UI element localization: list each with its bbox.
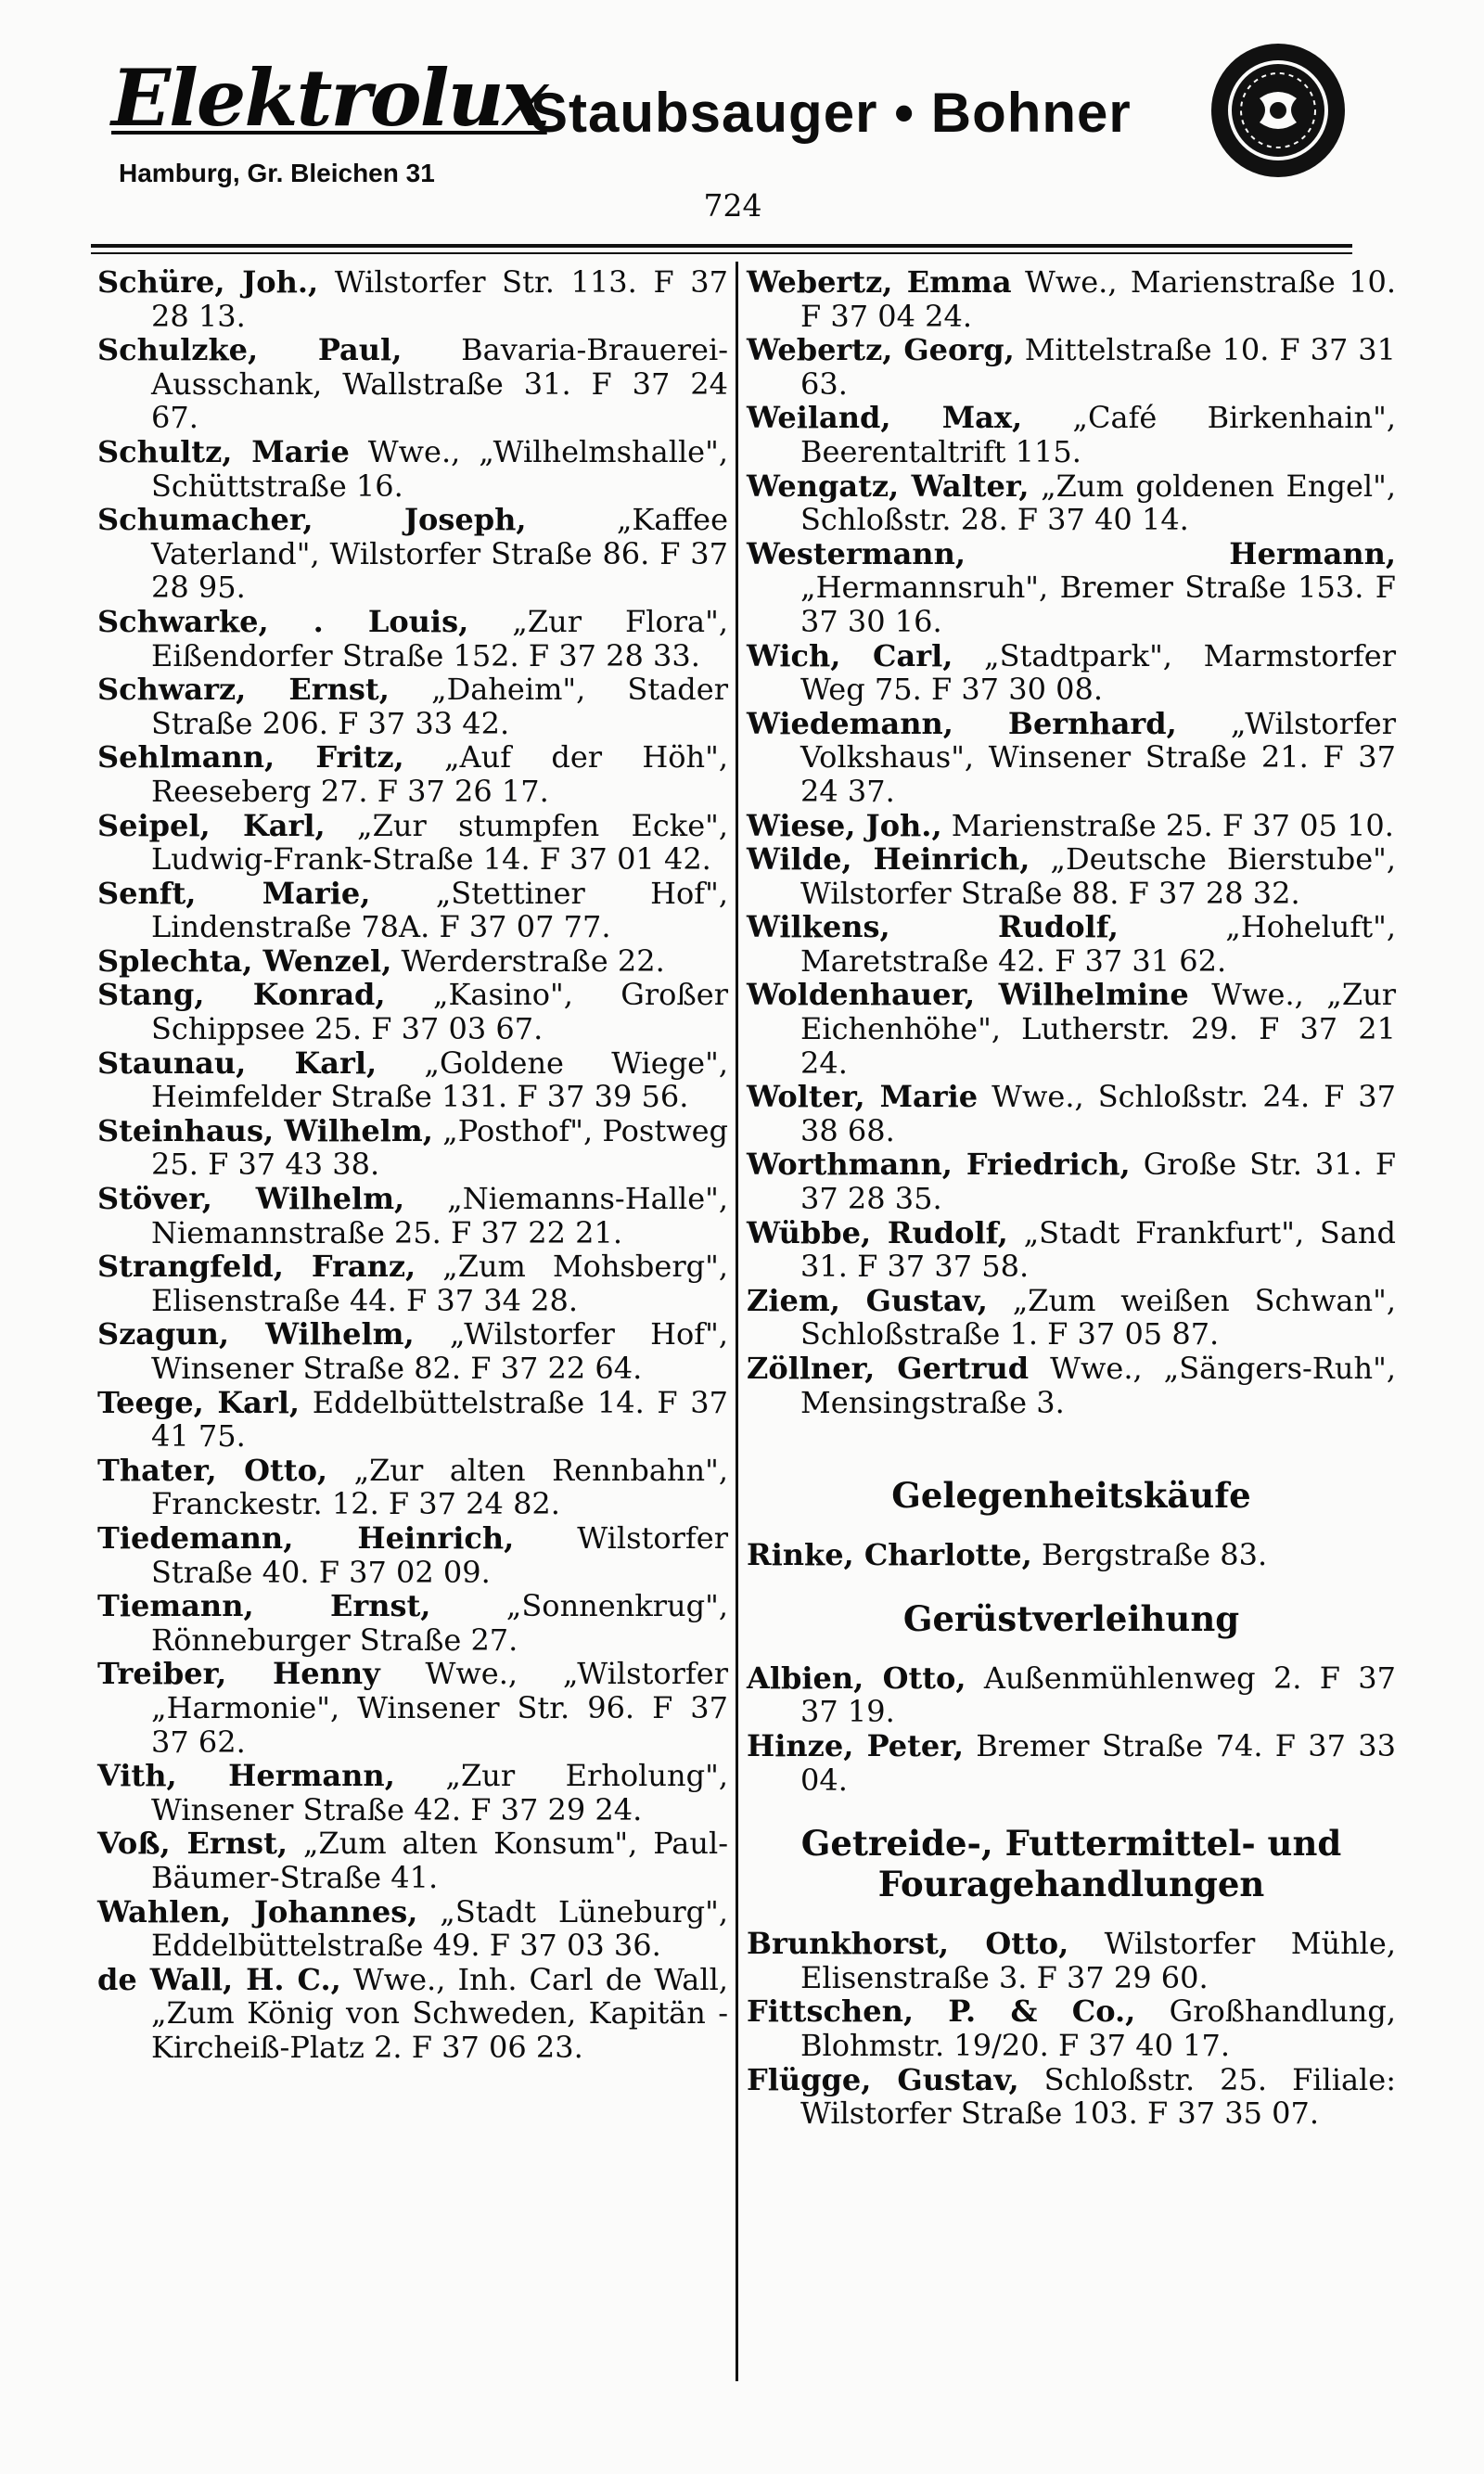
entry-name: Schultz, Marie <box>97 433 350 469</box>
entry-name: Flügge, Gustav, <box>747 2061 1019 2097</box>
directory-entry <box>97 333 728 435</box>
entry-details: Bavaria-Brauerei-Ausschank, Wallstraße 31. F 37 24 67. <box>151 332 729 436</box>
entry-details: „Stettiner Hof", Lindenstraße 78A. F 37 07 77. <box>151 875 728 945</box>
right-column <box>747 265 1396 2131</box>
entry-details: „Kaffee Vaterland", Wilstorfer Straße 86. F 37 28 95. <box>151 502 728 606</box>
entry-name: Wolter, Marie <box>747 1079 979 1115</box>
directory-entry <box>747 1147 1396 1215</box>
entry-details: Wwe., Inh. Carl de Wall, „Zum König von Schweden, Kapitän - Kircheiß-Platz 2. F 37 06 23. <box>151 1961 729 2065</box>
entry-name: Senft, Marie, <box>97 875 371 911</box>
entry-details: „Niemanns-Halle", Niemannstraße 25. F 37 22 21. <box>151 1181 729 1250</box>
header-rule-thin <box>91 252 1352 254</box>
directory-entry <box>97 1657 728 1759</box>
entry-name: Treiber, Henny <box>97 1656 380 1692</box>
entry-name: Rinke, Charlotte, <box>747 1537 1032 1573</box>
directory-entry <box>97 673 728 740</box>
entry-details: „Zum weißen Schwan", Schloßstraße 1. F 37 05 87. <box>800 1282 1397 1352</box>
entry-name: Tiemann, Ernst, <box>97 1588 431 1624</box>
directory-entry <box>747 265 1396 333</box>
entry-details: „Posthof", Postweg 25. F 37 43 38. <box>151 1112 729 1183</box>
directory-entry <box>747 537 1396 639</box>
entry-name: Schulzke, Paul, <box>97 332 403 368</box>
directory-entry <box>747 842 1396 910</box>
column-divider <box>736 262 738 2381</box>
entry-name: Schwarz, Ernst, <box>97 672 390 708</box>
entry-name: Teege, Karl, <box>97 1384 301 1420</box>
entry-details: Wwe., „Wilhelmshalle", Schüttstraße 16. <box>151 433 729 504</box>
entry-details: „Daheim", Stader Straße 206. F 37 33 42. <box>151 672 729 741</box>
entry-name: Stang, Konrad, <box>97 977 386 1013</box>
entry-details: „Wilstorfer Volkshaus", Winsener Straße 21. F 37 24 37. <box>800 705 1397 809</box>
entry-details: Außenmühlenweg 2. F 37 37 19. <box>800 1660 1397 1730</box>
entry-details: Wwe., Schloßstr. 24. F 37 38 68. <box>800 1079 1397 1148</box>
directory-entry <box>747 1729 1396 1797</box>
entry-details: Bremer Straße 74. F 37 33 04. <box>800 1727 1397 1798</box>
entry-details: Eddelbüttelstraße 14. F 37 41 75. <box>151 1384 729 1455</box>
entry-details: „Zur Flora", Eißendorfer Straße 152. F 37 28 33. <box>151 603 729 673</box>
entry-name: Splechta, Wenzel, <box>97 942 392 979</box>
header-rule <box>91 244 1352 248</box>
entry-details: Wwe., „Zur Eichenhöhe", Lutherstr. 29. F 37 21 24. <box>800 977 1397 1081</box>
entry-name: Staunau, Karl, <box>97 1045 377 1081</box>
directory-entry <box>97 1521 728 1589</box>
entry-details: Wilstorfer Str. 113. F 37 28 13. <box>151 264 729 334</box>
entry-name: Stöver, Wilhelm, <box>97 1181 405 1217</box>
directory-entry <box>97 435 728 503</box>
entry-details: Mittelstraße 10. F 37 31 63. <box>800 332 1397 402</box>
entry-name: Wich, Carl, <box>747 637 953 673</box>
entry-details: Große Str. 31. F 37 28 35. <box>800 1147 1397 1217</box>
entry-name: Seipel, Karl, <box>97 807 326 843</box>
section-heading: Gelegenheitskäufe <box>891 1475 1251 1517</box>
brand-logo <box>111 52 547 153</box>
directory-entry <box>747 910 1396 978</box>
directory-entry <box>97 1317 728 1385</box>
entry-name: Albien, Otto, <box>747 1660 966 1696</box>
entry-name: Webertz, Georg, <box>747 332 1015 368</box>
entry-details: Wilstorfer Straße 40. F 37 02 09. <box>151 1519 728 1590</box>
directory-entry <box>97 605 728 673</box>
entry-name: Zöllner, Gertrud <box>747 1351 1030 1386</box>
entry-details: „Zum alten Konsum", Paul-Bäumer-Straße 41. <box>151 1826 729 1895</box>
entry-name: Ziem, Gustav, <box>747 1282 988 1318</box>
directory-entry <box>747 1284 1396 1352</box>
entry-details: „Deutsche Bierstube", Wilstorfer Straße 88. F 37 28 32. <box>800 841 1397 911</box>
directory-entry <box>97 1759 728 1827</box>
entry-name: Weiland, Max, <box>747 400 1023 436</box>
entry-name: Steinhaus, Wilhelm, <box>97 1112 433 1148</box>
directory-entry <box>97 1046 728 1114</box>
section-heading: Gerüstverleihung <box>902 1597 1240 1639</box>
entry-details: „Stadt Lüneburg", Eddelbüttelstraße 49. F 37 03 36. <box>151 1893 729 1964</box>
entry-details: „Hoheluft", Maretstraße 42. F 37 31 62. <box>800 909 1396 979</box>
directory-entry <box>747 1080 1396 1147</box>
entry-name: Worthmann, Friedrich, <box>747 1147 1131 1183</box>
entry-details: „Zum Mohsberg", Elisenstraße 44. F 37 34 28. <box>151 1249 728 1318</box>
directory-entry <box>97 1250 728 1317</box>
entry-details: „Sonnenkrug", Rönneburger Straße 27. <box>151 1588 728 1658</box>
brand-address: Hamburg, Gr. Bleichen 31 <box>119 159 435 187</box>
entry-name: Szagun, Wilhelm, <box>97 1316 415 1352</box>
entry-details: Großhandlung, Blohmstr. 19/20. F 37 40 17. <box>800 1993 1397 2063</box>
entry-name: Wilkens, Rudolf, <box>747 909 1119 945</box>
entry-details: „Zur stumpfen Ecke", Ludwig-Frank-Straße 14. F 37 01 42. <box>151 807 729 878</box>
entry-name: Hinze, Peter, <box>747 1727 964 1763</box>
entry-details: Wwe., „Wilstorfer „Harmonie", Winsener Str. 96. F 37 37 62. <box>151 1656 729 1760</box>
directory-entry <box>97 1895 728 1963</box>
entry-details: „Stadt Frankfurt", Sand 31. F 37 37 58. <box>800 1214 1397 1285</box>
entry-details: Wwe., Marienstraße 10. F 37 04 24. <box>800 264 1397 334</box>
directory-entry <box>747 978 1396 1080</box>
directory-entry <box>747 1352 1396 1419</box>
entry-name: Wiedemann, Bernhard, <box>747 705 1177 741</box>
directory-entry <box>747 1538 1396 1572</box>
directory-entry <box>747 1927 1396 1994</box>
left-column <box>97 265 728 2064</box>
entry-details: „Goldene Wiege", Heimfelder Straße 131. F 37 39 56. <box>151 1045 728 1115</box>
entry-name: de Wall, H. C., <box>97 1961 341 1997</box>
entry-details: „Auf der Höh", Reeseberg 27. F 37 26 17. <box>151 739 729 809</box>
entry-name: Schumacher, Joseph, <box>97 502 527 538</box>
entry-details: Schloßstr. 25. Filiale: Wilstorfer Straße 103. F 37 35 07. <box>800 2061 1396 2132</box>
entry-name: Thater, Otto, <box>97 1452 328 1488</box>
entry-name: Brunkhorst, Otto, <box>747 1926 1069 1962</box>
entry-name: Wilde, Heinrich, <box>747 841 1030 878</box>
directory-entry <box>97 1182 728 1250</box>
directory-entry <box>747 2063 1396 2131</box>
entry-name: Vith, Hermann, <box>97 1758 395 1794</box>
entry-details: Wilstorfer Mühle, Elisenstraße 3. F 37 29 60. <box>800 1926 1397 1995</box>
entry-name: Sehlmann, Fritz, <box>97 739 404 776</box>
directory-entry <box>747 1994 1396 2062</box>
entry-details: „Hermannsruh", Bremer Straße 153. F 37 30 16. <box>800 570 1396 639</box>
entry-details: „Zur Erholung", Winsener Straße 42. F 37 29 24. <box>151 1758 729 1827</box>
entry-name: Westermann, Hermann, <box>747 535 1396 571</box>
entry-details: „Stadtpark", Marmstorfer Weg 75. F 37 30 08. <box>800 637 1396 708</box>
directory-entry <box>97 877 728 944</box>
entry-name: Voß, Ernst, <box>97 1826 288 1862</box>
entry-details: Wwe., „Sängers-Ruh", Mensingstraße 3. <box>800 1351 1397 1420</box>
entry-name: Wiese, Joh., <box>747 807 942 843</box>
directory-entry <box>747 469 1396 537</box>
entry-name: Fittschen, P. & Co., <box>747 1993 1136 2030</box>
directory-entry <box>747 809 1396 843</box>
directory-entry <box>97 740 728 808</box>
directory-entry <box>97 1454 728 1521</box>
section-heading: Getreide-, Futtermittel- und Fouragehandlungen <box>800 1823 1342 1905</box>
directory-entry <box>97 1114 728 1182</box>
directory-entry <box>97 944 728 979</box>
directory-entry <box>747 1661 1396 1729</box>
entry-details: „Zum goldenen Engel", Schloßstr. 28. F 37 40 14. <box>800 468 1397 538</box>
entry-name: Wübbe, Rudolf, <box>747 1214 1008 1250</box>
directory-entry <box>747 401 1396 468</box>
entry-details: „Café Birkenhain", Beerentaltrift 115. <box>800 400 1397 469</box>
directory-entry <box>97 1827 728 1894</box>
product-line: Staubsauger • Bohner <box>531 82 1132 144</box>
directory-entry <box>97 1589 728 1657</box>
brand-seal-icon <box>1206 41 1350 180</box>
page-number: 724 <box>703 187 762 224</box>
directory-entry <box>97 809 728 877</box>
directory-entry <box>747 333 1396 401</box>
entry-details: „Wilstorfer Hof", Winsener Straße 82. F 37 22 64. <box>151 1316 729 1386</box>
entry-name: Wahlen, Johannes, <box>97 1893 418 1929</box>
entry-name: Wengatz, Walter, <box>747 468 1030 504</box>
directory-entry <box>747 639 1396 707</box>
directory-entry <box>97 978 728 1045</box>
entry-name: Strangfeld, Franz, <box>97 1249 416 1285</box>
entry-name: Webertz, Emma <box>747 264 1012 300</box>
entry-name: Tiedemann, Heinrich, <box>97 1519 515 1556</box>
directory-entry <box>97 1386 728 1454</box>
entry-details: Marienstraße 25. F 37 05 10. <box>951 807 1394 843</box>
entry-name: Schwarke, . Louis, <box>97 603 469 639</box>
entry-details: Bergstraße 83. <box>1041 1537 1268 1573</box>
entry-name: Schüre, Joh., <box>97 264 319 300</box>
entry-details: „Kasino", Großer Schippsee 25. F 37 03 67. <box>151 977 728 1047</box>
directory-entry <box>747 707 1396 809</box>
directory-entry <box>97 265 728 333</box>
brand-name: Elektrolux <box>111 52 547 144</box>
directory-entry <box>97 503 728 605</box>
directory-entry <box>97 1963 728 2065</box>
entry-details: Werderstraße 22. <box>401 942 665 979</box>
entry-details: „Zur alten Rennbahn", Franckestr. 12. F 37 24 82. <box>151 1452 728 1522</box>
directory-entry <box>747 1216 1396 1284</box>
entry-name: Woldenhauer, Wilhelmine <box>747 977 1189 1013</box>
